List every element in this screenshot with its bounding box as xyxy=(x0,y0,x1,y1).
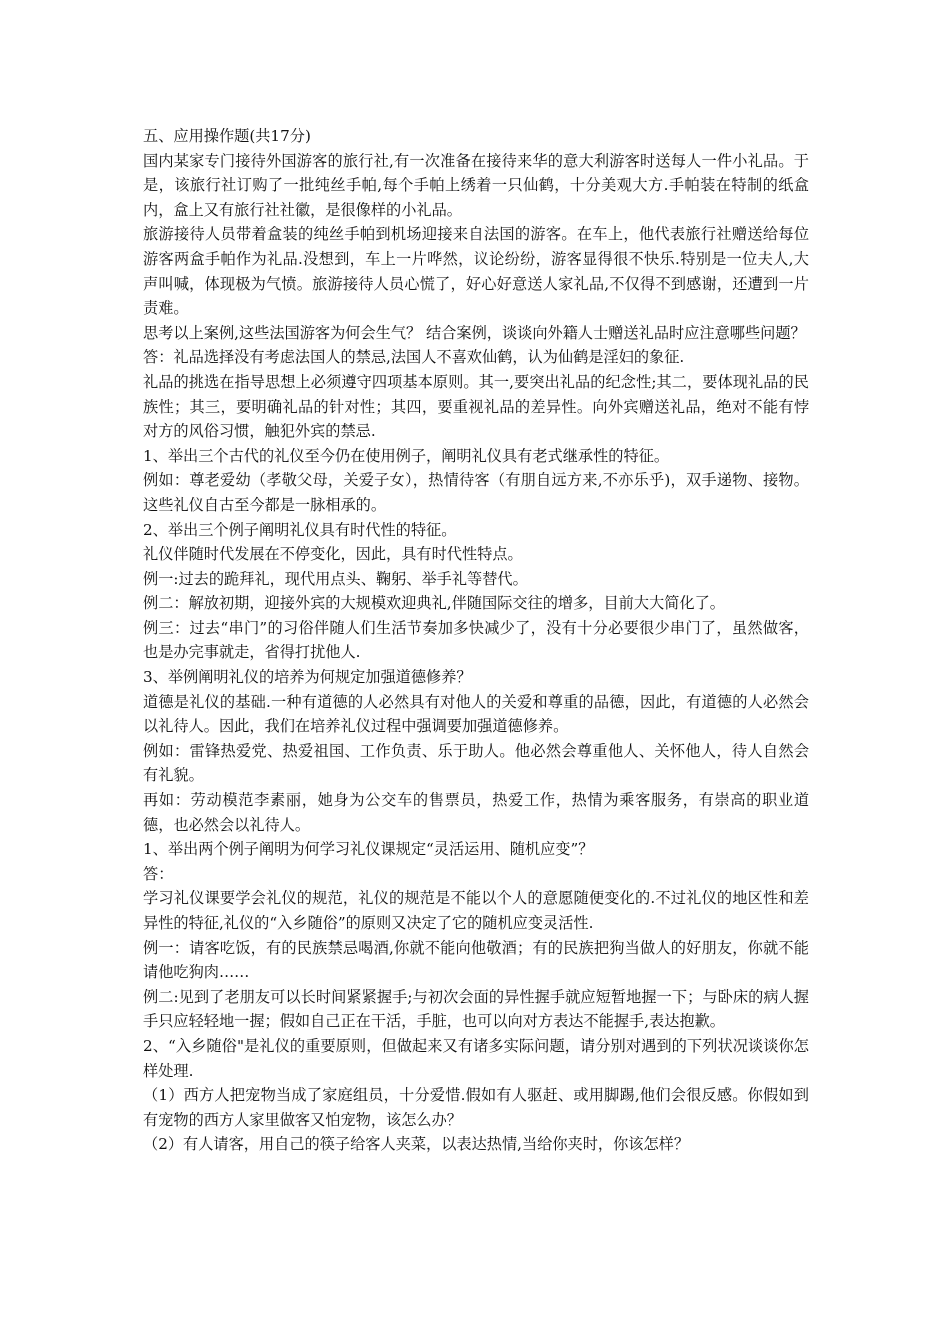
example-paragraph: 例三：过去“串门”的习俗伴随人们生活节奏加多快减少了，没有十分必要很少串门了，虽然做客，也是办完事就走，省得打扰他人. xyxy=(143,618,809,662)
answer-paragraph: 礼品的挑选在指导思想上必须遵守四项基本原则。其一,要突出礼品的纪念性;其二，要体现礼品的民族性；其三，要明确礼品的针对性；其四，要重视礼品的差异性。向外宾赠送礼品，绝对不能有悖对方的风俗习惯，触犯外宾的禁忌. xyxy=(143,372,809,441)
question-paragraph: 1、举出两个例子阐明为何学习礼仪课规定“灵活运用、随机应变”？ xyxy=(143,840,594,859)
section-heading: 五、应用操作题(共17分) xyxy=(143,127,311,145)
sub-question-paragraph: （2）有人请客，用自己的筷子给客人夹菜，以表达热情,当给你夹时，你该怎样？ xyxy=(143,1135,690,1154)
answer-paragraph: 学习礼仪课要学会礼仪的规范，礼仪的规范是不能以个人的意愿随便变化的.不过礼仪的地区性和差异性的特征,礼仪的“入乡随俗”的原则又决定了它的随机应变灵活性. xyxy=(143,889,809,932)
answer-paragraph: 答：礼品选择没有考虑法国人的禁忌,法国人不喜欢仙鹤，认为仙鹤是淫妇的象征. xyxy=(143,348,685,367)
question-paragraph: 思考以上案例,这些法国游客为何会生气？ 结合案例，谈谈向外籍人士赠送礼品时应注意哪些问题？ xyxy=(143,323,806,342)
example-paragraph: 例一:过去的跪拜礼，现代用点头、鞠躬、举手礼等替代。 xyxy=(143,569,528,588)
answer-paragraph: 例如：尊老爱幼（孝敬父母，关爱子女），热情待客（有朋自远方来,不亦乐乎)，双手递物、接物。这些礼仪自古至今都是一脉相承的。 xyxy=(143,471,809,514)
answer-paragraph: 道德是礼仪的基础.一种有道德的人必然具有对他人的关爱和尊重的品德，因此，有道德的人必然会以礼待人。因此，我们在培养礼仪过程中强调要加强道德修养。 xyxy=(143,692,809,736)
example-paragraph: 例如：雷锋热爱党、热爱祖国、工作负责、乐于助人。他必然会尊重他人、关怀他人，待人自然会有礼貌。 xyxy=(143,741,809,785)
question-paragraph: 3、举例阐明礼仪的培养为何规定加强道德修养？ xyxy=(143,668,472,687)
question-paragraph: 1、举出三个古代的礼仪至今仍在使用例子，阐明礼仪具有老式继承性的特征。 xyxy=(143,446,670,465)
answer-paragraph: 礼仪伴随时代发展在不停变化，因此，具有时代性特点。 xyxy=(143,545,523,564)
example-paragraph: 例二：解放初期，迎接外宾的大规模欢迎典礼,伴随国际交往的增多，目前大大简化了。 xyxy=(143,594,725,613)
document-body xyxy=(143,124,809,1157)
example-paragraph: 再如：劳动模范李素丽，她身为公交车的售票员，热爱工作，热情为乘客服务，有崇高的职业道德，也必然会以礼待人。 xyxy=(143,791,809,834)
question-paragraph: 2、“入乡随俗"是礼仪的重要原则，但做起来又有诸多实际问题，请分别对遇到的下列状况谈谈你怎样处理. xyxy=(143,1036,809,1080)
example-paragraph: 例二:见到了老朋友可以长时间紧紧握手;与初次会面的异性握手就应短暂地握一下；与卧床的病人握手只应轻轻地一握；假如自己正在干活，手脏，也可以向对方表达不能握手,表达抱歉。 xyxy=(143,987,809,1031)
case-paragraph: 国内某家专门接待外国游客的旅行社,有一次准备在接待来华的意大利游客时送每人一件小礼品。于是，该旅行社订购了一批纯丝手帕,每个手帕上绣着一只仙鹤，十分美观大方.手帕装在特制的纸盒内，盒上又有旅行社社徽，是很像样的小礼品。 xyxy=(143,151,809,219)
answer-label: 答： xyxy=(143,864,174,883)
case-paragraph: 旅游接待人员带着盒装的纯丝手帕到机场迎接来自法国的游客。在车上，他代表旅行社赠送给每位游客两盒手帕作为礼品.没想到，车上一片哗然，议论纷纷，游客显得很不快乐.特别是一位夫人,大声叫喊，体现极为气愤。旅游接待人员心慌了，好心好意送人家礼品,不仅得不到感谢，还遭到一片责难。 xyxy=(143,225,809,318)
example-paragraph: 例一：请客吃饭，有的民族禁忌喝酒,你就不能向他敬酒；有的民族把狗当做人的好朋友，你就不能请他吃狗肉…… xyxy=(143,938,809,982)
sub-question-paragraph: （1）西方人把宠物当成了家庭组员，十分爱惜.假如有人驱赶、或用脚踢,他们会很反感。你假如到有宠物的西方人家里做客又怕宠物，该怎么办？ xyxy=(143,1086,809,1129)
question-paragraph: 2、举出三个例子阐明礼仪具有时代性的特征。 xyxy=(143,520,457,539)
